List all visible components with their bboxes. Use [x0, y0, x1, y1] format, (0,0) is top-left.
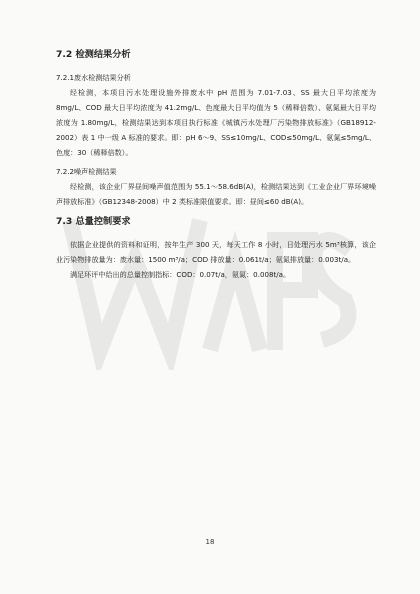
noise-result-paragraph: 经检测，该企业厂界昼间噪声值范围为 55.1～58.6dB(A)，检测结果达到《工业企业厂界环境噪声排放标准》（GB12348-2008）中 2 类标准限值要求。即：昼间≤60 dB(A)。	[56, 182, 376, 206]
section-heading-7-3: 7.3 总量控制要求	[56, 216, 131, 227]
total-control-paragraph-1: 依据企业提供的资料和证明，按年生产 300 天，每天工作 8 小时，日处理污水 5m³核算，该企业污染物排放量为：废水量：1500 m³/a；COD 排放量：0.061t/a；氨氮排放量：0.003t/a。	[56, 240, 376, 264]
subsection-heading-7-2-1: 7.2.1废水检测结果分析	[56, 73, 131, 82]
document-body	[56, 48, 376, 282]
total-control-paragraph-2: 满足环评中给出的总量控制指标：COD：0.07t/a，氨氮：0.008t/a。	[70, 270, 291, 279]
wastewater-result-paragraph: 经检测，本项目污水处理设施外排废水中 pH 范围为 7.01-7.03、SS 最大日平均浓度为 8mg/L、COD 最大日平均浓度为 41.2mg/L、色度最大日平均值为 5（稀释倍数）、氨氮最大日平均浓度为 1.80mg/L，检测结果达到本项目执行标准《城镇污水处理厂污染物排放标准》（GB18912-2002）表 1 中一级 A 标准的要求。即：pH 6～9、SS≤10mg/L、COD≤50mg/L、氨氮≤5mg/L、色度：30（稀释倍数）。	[56, 88, 376, 157]
section-heading-7-2: 7.2 检测结果分析	[56, 49, 131, 60]
page-number: 18	[205, 538, 215, 546]
subsection-heading-7-2-2: 7.2.2噪声检测结果	[56, 167, 117, 176]
